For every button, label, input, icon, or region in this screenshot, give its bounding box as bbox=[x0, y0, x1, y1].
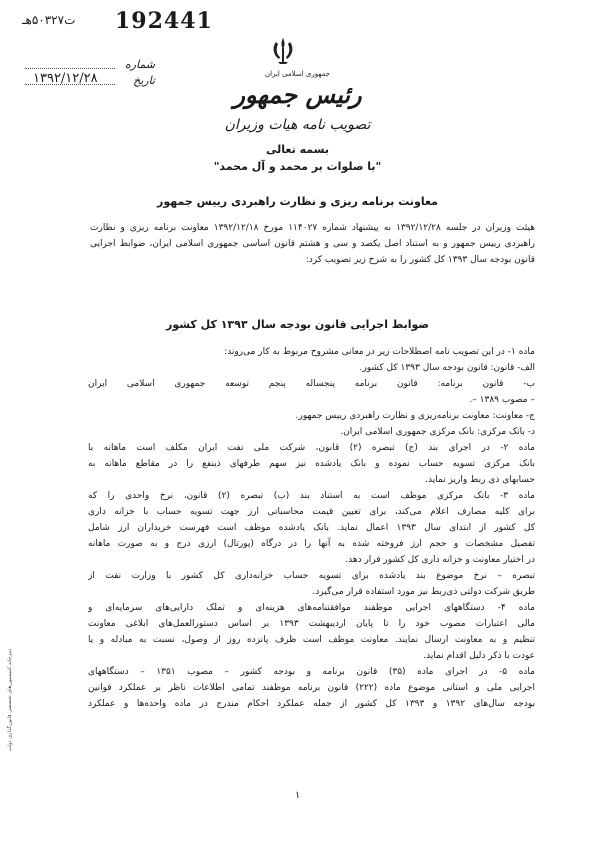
body-line: بانک مرکزی تسویه حساب نموده و بانک یادشده نیز سهم طرفهای ذینفع را در مقاطع ماهانه به bbox=[88, 459, 535, 469]
intro-paragraph: هیئت وزیران در جلسه ۱۳۹۲/۱۲/۲۸ به پیشنهاد شماره ۱۱۴۰۲۷ مورخ ۱۳۹۲/۱۲/۱۸ معاونت برنامه ریزی و نظارت راهبردی رییس جمهور و به استناد اصل یکصد و سی و هشتم قانون اساسی جمهوری اسلامی ایران، ضوابط اجرایی قانون بودجه سال ۱۳۹۳ کل کشور را به شرح زیر تصویب کرد: bbox=[90, 223, 536, 265]
body-line: تبصره – نرخ موضوع بند یادشده برای تسویه حساب خزانه‌داری کل کشور با وزارت نفت از bbox=[88, 571, 535, 581]
body-line: تنظیم و به معاونت ارسال نمایند. معاونت موظف است ظرف پانزده روز از وصول، نسبت به مبادله و یا bbox=[88, 635, 535, 645]
republic-caption: جمهوری اسلامی ایران bbox=[265, 70, 330, 78]
side-note-text: دبیرخانه کمیسیون‌های تخصصی قانون‌گذاری دولت bbox=[7, 648, 13, 752]
body-line: ب- قانون برنامه: قانون برنامه پنجساله پنجم توسعه جمهوری اسلامی ایران bbox=[88, 379, 535, 389]
body-line: ج- معاونت: معاونت برنامه‌ریزی و نظارت راهبردی رییس جمهور. bbox=[295, 411, 535, 421]
side-note bbox=[4, 590, 16, 810]
body-line: اجرایی ملی و استانی موضوع ماده (۲۲۲) قانون برنامه موظفند تمامی اطلاعات ناظر بر عملکرد قوانین bbox=[88, 683, 535, 693]
body-line: ماده ۳- بانک مرکزی موظف است به استناد بند (ب) تبصره (۲) قانون، نرخ واحدی را که bbox=[88, 491, 535, 501]
body-line: حسابهای ذی ربط واریز نماید. bbox=[425, 475, 535, 485]
salawat-line: "با صلوات بر محمد و آل محمد" bbox=[213, 160, 382, 173]
body-line: عودت با ذکر دلیل اقدام نماید. bbox=[423, 651, 535, 661]
number-dots bbox=[25, 68, 115, 69]
body-line: د- بانک مرکزی: بانک مرکزی جمهوری اسلامی ایران. bbox=[340, 427, 535, 437]
page-number: ۱ bbox=[294, 790, 301, 801]
body-line: در اختیار معاونت و خزانه داری کل کشور قرار دهد. bbox=[345, 555, 535, 565]
body-line: ماده ۵- در اجرای ماده (۳۵) قانون برنامه و بودجه کشور – مصوب ۱۳۵۱ – دستگاههای bbox=[88, 667, 535, 677]
emblem-icon bbox=[270, 36, 296, 66]
number-label: شماره bbox=[124, 58, 155, 71]
body-line: – مصوب ۱۳۸۹ –. bbox=[469, 395, 535, 405]
registration-number: 192441 bbox=[115, 8, 213, 34]
body-line: برای کلیه مصارف اعلام می‌کند، برای تعیین قیمت محاسباتی ارز جهت تسویه حساب با خزانه داری bbox=[88, 507, 535, 517]
date-value: ۱۳۹۲/۱۲/۲۸ bbox=[33, 71, 98, 86]
body-line: ماده ۱- در این تصویب نامه اصطلاحات زیر در معانی مشروح مربوط به کار می‌روند: bbox=[224, 347, 535, 357]
body-line: ماده ۲- در اجرای بند (ج) تبصره (۲) قانون، شرکت ملی نفت ایران مکلف است ماهانه با bbox=[88, 443, 535, 453]
date-label: تاریخ bbox=[133, 74, 155, 87]
body-line: طریق شرکت دولتی ذی‌ربط نیز مورد استفاده قرار می‌گیرد. bbox=[312, 587, 535, 597]
articles-body bbox=[88, 344, 535, 712]
president-heading: رئیس جمهور bbox=[233, 80, 362, 109]
body-line: تفصیل مشخصات و حجم ارز فروخته شده به آنها را در درگاه (پورتال) ارزی درج و به صورت ماهانه bbox=[88, 539, 535, 549]
bismillah: بسمه تعالی bbox=[266, 143, 329, 156]
body-line: بودجه سال‌های ۱۳۹۲ و ۱۳۹۳ کل کشور از جمله عملکرد احکام مندرج در ماده واحده‌ها و عملکرد bbox=[88, 699, 535, 709]
body-line: مالی اعتبارات مصوب خود را تا پایان اردیبهشت ۱۳۹۳ بر اساس دستورالعمل‌های ابلاغی معاونت bbox=[88, 619, 535, 629]
document-title: ضوابط اجرایی قانون بودجه سال ۱۳۹۳ کل کشور bbox=[166, 318, 429, 331]
body-line: الف- قانون: قانون بودجه سال ۱۳۹۳ کل کشور. bbox=[359, 363, 535, 373]
body-line: کل کشور از ابتدای سال ۱۳۹۳ اعمال نماید. بانک یادشده موظف است فهرست خریداران ارز شامل bbox=[88, 523, 535, 533]
addressee: معاونت برنامه ریزی و نظارت راهبردی رییس جمهور bbox=[157, 195, 438, 208]
body-line: ماده ۴- دستگاههای اجرایی موظفند موافقتنامه‌های هزینه‌ای و تملک دارایی‌های سرمایه‌ای و bbox=[88, 603, 535, 613]
registration-code: ت۵۰۳۲۷هـ bbox=[22, 13, 76, 27]
cabinet-caption: تصویب نامه هیات وزیران bbox=[224, 117, 371, 133]
